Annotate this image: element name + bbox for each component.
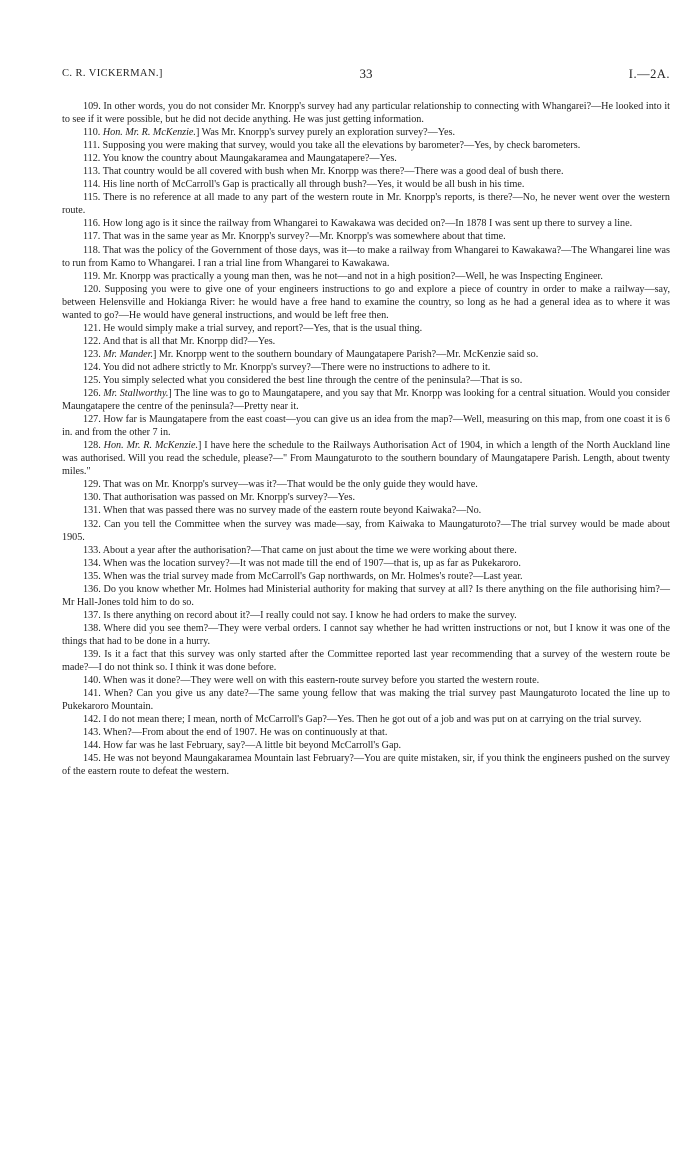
question-paragraph [62,557,670,570]
question-paragraph [62,413,670,439]
question-paragraph [62,335,670,348]
paragraph-text: 126. [83,388,104,400]
question-paragraph [62,504,670,517]
speaker-name: Hon. Mr. R. McKenzie. [102,127,196,139]
page-number: 33 [359,66,373,81]
question-paragraph [62,570,670,583]
question-paragraph [62,322,670,335]
paragraph-text: 114. His line north of McCarroll's Gap is practically all through bush?—Yes, it would be all bush in his time. [83,179,525,191]
question-paragraph [62,491,670,504]
question-paragraph [62,230,670,243]
paragraph-text: 138. Where did you see them?—They were verbal orders. I cannot say whether he had written instructions or not, but I know it was one of the things that had to be done in a hurry. [62,622,670,647]
paragraph-text: 113. That country would be all covered with bush when Mr. Knorpp was there?—There was a good deal of bush there. [83,166,564,178]
question-paragraph [62,713,670,726]
paragraph-text: 142. I do not mean there; I mean, north of McCarroll's Gap?—Yes. Then he got out of a job and was put on at carrying on the trial survey. [83,714,642,726]
question-paragraph [62,283,670,322]
speaker-name: Mr. Stallworthy. [103,388,169,400]
question-paragraph [62,374,670,387]
question-paragraph [62,544,670,557]
paragraph-text: 140. When was it done?—They were well on with this eastern-route survey before you started the western route. [83,675,540,687]
paragraph-text: 111. Supposing you were making that survey, would you take all the elevations by barometer?—Yes, by check barometers. [83,140,581,152]
paragraph-text: 117. That was in the same year as Mr. Knorpp's survey?—Mr. Knorpp's was somewhere about that time. [83,231,506,243]
question-paragraph [62,191,670,217]
paragraph-text: ] Was Mr. Knorpp's survey purely an exploration survey?—Yes. [195,127,456,139]
paragraph-text: 123. [83,348,104,360]
paragraph-text: 129. That was on Mr. Knorpp's survey—was it?—That would be the only guide they would have. [83,479,478,491]
paragraph-text: 133. About a year after the authorisation?—That came on just about the time we were working about there. [83,544,517,556]
paragraph-text: 141. When? Can you give us any date?—The same young fellow that was making the trial survey past Maungaturoto located the line up to Pukekaroro Mountain. [62,688,670,713]
question-paragraph [62,687,670,713]
question-paragraph [62,518,670,544]
paragraph-text: 109. In other words, you do not consider Mr. Knorpp's survey had any particular relationship to connecting with Whangarei?—He looked into it to see if it were possible, but he did not decide anything. He was just getting information. [62,101,670,126]
paragraph-text: 127. How far is Maungatapere from the east coast—you can give us an idea from the map?—Well, measuring on this map, from one coast it is 6 in. and from the other 7 in. [62,414,670,439]
paragraph-text: ] I have here the schedule to the Railways Authorisation Act of 1904, in which a length of the North Auckland line was authorised. Will you read the schedule, please?—" From Maungaturoto to the southern boundary of Maungatapere Parish. Length, about twenty miles." [62,440,671,478]
question-paragraph [62,100,670,126]
question-paragraph [62,609,670,622]
paragraph-text: 132. Can you tell the Committee when the survey was made—say, from Kaiwaka to Maungaturoto?—The trial survey would be made about 1905. [62,518,670,543]
paper-reference: I.—2A. [628,67,670,81]
paragraph-text: 143. When?—From about the end of 1907. He was on continuously at that. [83,727,388,739]
witness-name: C. R. VICKERMAN.] [62,68,163,79]
paragraph-text: 116. How long ago is it since the railway from Whangarei to Kawakawa was decided on?—In 1878 I was sent up there to survey a line. [83,218,633,230]
paragraph-text: 145. He was not beyond Maungakaramea Mountain last February?—You are quite mistaken, sir, if you think the engineers pushed on the survey of the eastern route to defeat the western. [62,753,670,778]
question-paragraph [62,244,670,270]
question-paragraph [62,348,670,361]
paragraph-text: 137. Is there anything on record about it?—I really could not say. I know he had orders to make the survey. [83,609,517,621]
page-header [62,66,670,82]
paragraph-text: 118. That was the policy of the Government of those days, was it—to make a railway from Whangarei to Kawakawa?—The Whangarei line was to run from Kamo to Whangarei. I ran a trial line from Whangarei to Kawakawa. [62,244,670,269]
paragraph-text: 128. [83,440,104,452]
question-paragraph [62,165,670,178]
question-paragraph [62,739,670,752]
paragraph-text: ] Mr. Knorpp went to the southern boundary of Maungatapere Parish?—Mr. McKenzie said so. [153,348,539,360]
question-paragraph [62,478,670,491]
question-paragraph [62,387,670,413]
paragraph-text: ] The line was to go to Maungatapere, and you say that Mr. Knorpp was looking for a central situation. Would you consider Maungatapere the centre of the peninsula?—Pretty near it. [62,388,671,413]
evidence-text [62,100,670,778]
question-paragraph [62,217,670,230]
paragraph-text: 120. Supposing you were to give one of your engineers instructions to go and explore a piece of country in order to make a railway—say, between Helensville and Hokianga River: he would have a free hand to examine the country, so long as he had a general idea as to where it was wanted to go?—He would have general instructions, and would be left free then. [62,283,670,321]
paragraph-text: 134. When was the location survey?—It was not made till the end of 1907—that is, up as far as Pukekaroro. [83,557,521,569]
question-paragraph [62,178,670,191]
question-paragraph [62,583,670,609]
paragraph-text: 131. When that was passed there was no survey made of the eastern route beyond Kaiwaka?—No. [83,505,482,517]
speaker-name: Mr. Mander. [103,348,154,360]
paragraph-text: 119. Mr. Knorpp was practically a young man then, was he not—and not in a high position?—Well, he was Inspecting Engineer. [83,270,603,282]
paragraph-text: 144. How far was he last February, say?—A little bit beyond McCarroll's Gap. [83,740,402,752]
paragraph-text: 139. Is it a fact that this survey was only started after the Committee reported last year recommending that a survey of the western route be made?—I do not think so. I think it was done before. [62,648,670,674]
paragraph-text: 112. You know the country about Maungakaramea and Maungatapere?—Yes. [83,153,397,165]
question-paragraph [62,439,670,478]
paragraph-text: 136. Do you know whether Mr. Holmes had Ministerial authority for making that survey at all? Is there anything on the file authorising him?—Mr Hall-Jones told him to do so. [62,583,670,608]
paragraph-text: 115. There is no reference at all made to any part of the western route in Mr. Knorpp's reports, is there?—No, he never went over the western route. [62,192,670,217]
paragraph-text: 130. That authorisation was passed on Mr. Knorpp's survey?—Yes. [83,492,355,504]
paragraph-text: 121. He would simply make a trial survey, and report?—Yes, that is the usual thing. [83,322,423,334]
question-paragraph [62,361,670,374]
question-paragraph [62,622,670,648]
speaker-name: Hon. Mr. R. McKenzie. [103,440,198,452]
question-paragraph [62,139,670,152]
paragraph-text: 110. [83,127,103,139]
question-paragraph [62,726,670,739]
paragraph-text: 125. You simply selected what you considered the best line through the centre of the peninsula?—That is so. [83,374,523,386]
question-paragraph [62,752,670,778]
paragraph-text: 122. And that is all that Mr. Knorpp did?—Yes. [83,335,276,347]
question-paragraph [62,674,670,687]
question-paragraph [62,270,670,283]
question-paragraph [62,152,670,165]
question-paragraph [62,648,670,674]
question-paragraph [62,126,670,139]
paragraph-text: 124. You did not adhere strictly to Mr. Knorpp's survey?—There were no instructions to adhere to it. [83,361,491,373]
paragraph-text: 135. When was the trial survey made from McCarroll's Gap northwards, on Mr. Holmes's route?—Last year. [83,570,523,582]
